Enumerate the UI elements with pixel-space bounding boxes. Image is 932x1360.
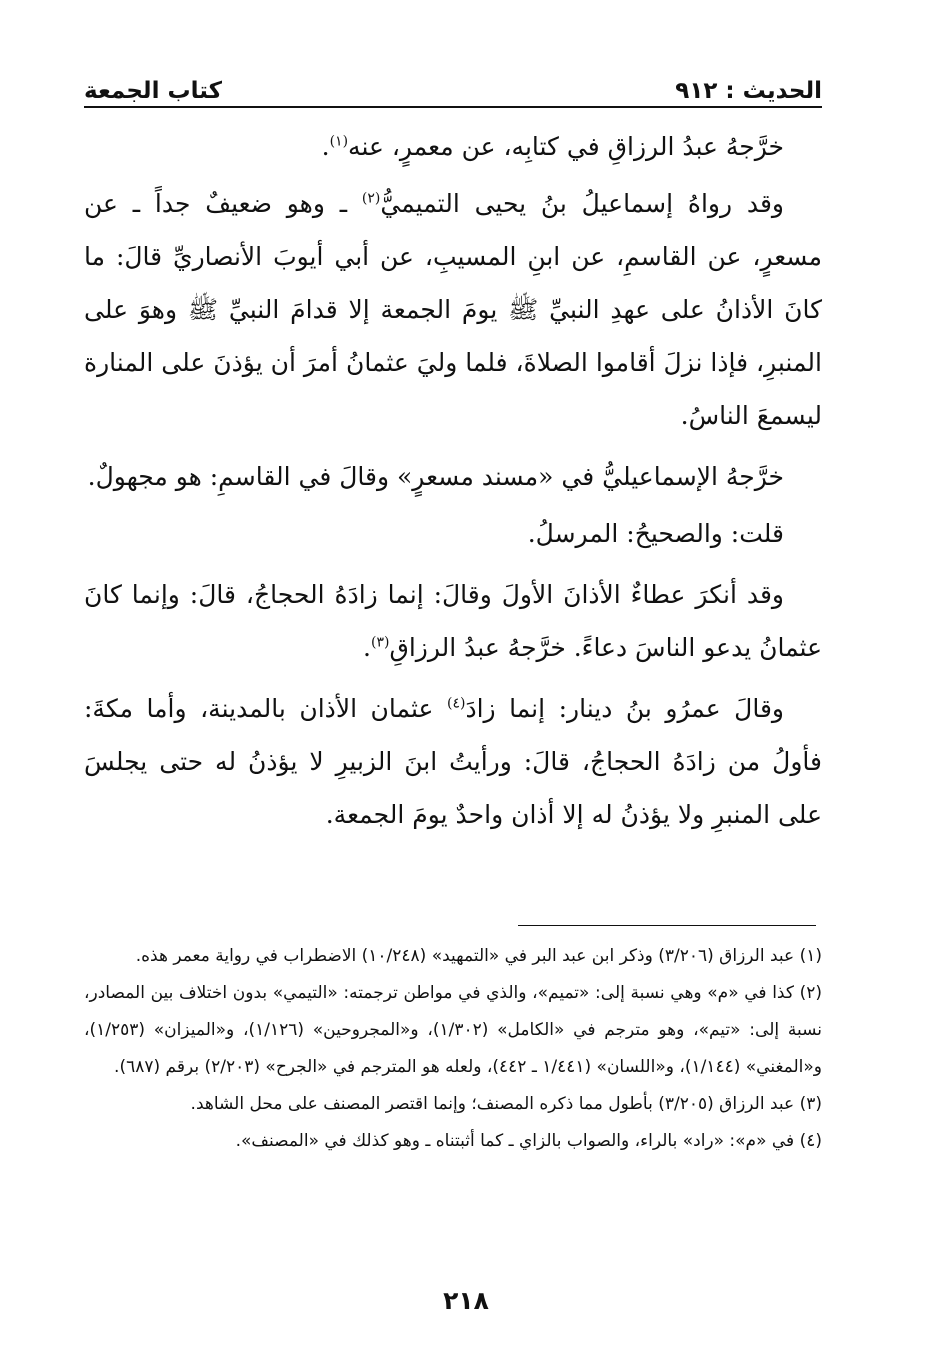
footnote-ref-4: (٤) [446, 695, 466, 712]
hadith-number: الحديث : ٩١٢ [675, 78, 822, 104]
paragraph-6: وقالَ عمرُو بنُ دينار: إنما زادَ$^{(٤)}$ عثمان الأذان بالمدينة، وأما مكةَ: فأولُ من زادَهُ الحجاجُ، قالَ: ورأيتُ ابنَ الزبيرِ لا يؤذنُ له حتى يجلسَ على المنبرِ ولا يؤذنُ له إلا أذان واحدٌ يومَ الجمعة. [84, 694, 822, 829]
footnote-1: (١) عبد الرزاق (٣/٢٠٦) وذكر ابن عبد البر في «التمهيد» (١٠/٢٤٨) الاضطراب في رواية معمر هذه. [135, 946, 822, 966]
footnote-separator [518, 925, 816, 926]
page-number: ٢١٨ [443, 1286, 489, 1315]
footnotes [84, 938, 822, 1160]
footnote-ref-3: (٣) [370, 634, 390, 651]
paragraph-2: وقد رواهُ إسماعيلُ بنُ يحيى التميميُّ$^{(٢)}$ ـ وهو ضعيفٌ جداً ـ عن مسعرٍ، عن القاسمِ، عن ابنِ المسيبِ، عن أبي أيوبَ الأنصاريِّ قالَ: ما كانَ الأذانُ على عهدِ النبيِّ ﷺ يومَ الجمعة إلا قدامَ النبيِّ ﷺ وهوَ على المنبرِ، فإذا نزلَ أقاموا الصلاةَ، فلما وليَ عثمانُ أمرَ أن يؤذنَ على المنارة ليسمعَ الناسُ. [84, 189, 822, 430]
footnote-3: (٣) عبد الرزاق (٣/٢٠٥) بأطول مما ذكره المصنف؛ وإنما اقتصر المصنف على محل الشاهد. [190, 1094, 822, 1114]
header-rule [84, 106, 822, 108]
paragraph-1: خرَّجهُ عبدُ الرزاقِ في كتابِه، عن معمرٍ، عنه$^{(١)}$. [321, 132, 784, 161]
footnote-4: (٤) في «م»: «راد» بالراء، والصواب بالزاي ـ كما أثبتناه ـ وهو كذلك في «المصنف». [235, 1131, 822, 1151]
paragraph-5: وقد أنكرَ عطاءٌ الأذانَ الأولَ وقالَ: إنما زادَهُ الحجاجُ، قالَ: وإنما كانَ عثمانُ يدعو الناسَ دعاءً. خرَّجهُ عبدُ الرزاقِ$^{(٣)}$. [84, 580, 822, 662]
footnote-ref-2: (٢) [361, 190, 381, 207]
paragraph-4: قلت: والصحيحُ: المرسلُ. [527, 519, 784, 548]
paragraph-3: خرَّجهُ الإسماعيليُّ في «مسند مسعرٍ» وقالَ في القاسمِ: هو مجهولٌ. [87, 462, 784, 491]
footnote-2: (٢) كذا في «م» وهي نسبة إلى: «تميم»، والذي في مواطن ترجمته: «التيمي» بدون اختلاف بين المصادر، نسبة إلى: «تيم»، وهو مترجم في «الكامل» (١/٣٠٢)، و«المجروحين» (١/١٢٦)، و«الميزان» (١/٢٥٣)، و«المغني» (١/١٤٤)، و«اللسان» (١/٤٤١ ـ ٤٤٢)، ولعله هو المترجم في «الجرح» (٢/٢٠٣) برقم (٦٨٧). [84, 983, 822, 1077]
footnote-ref-1: (١) [329, 133, 349, 150]
main-text [84, 120, 822, 849]
running-header [84, 68, 822, 104]
book-title: كتاب الجمعة [84, 78, 222, 104]
